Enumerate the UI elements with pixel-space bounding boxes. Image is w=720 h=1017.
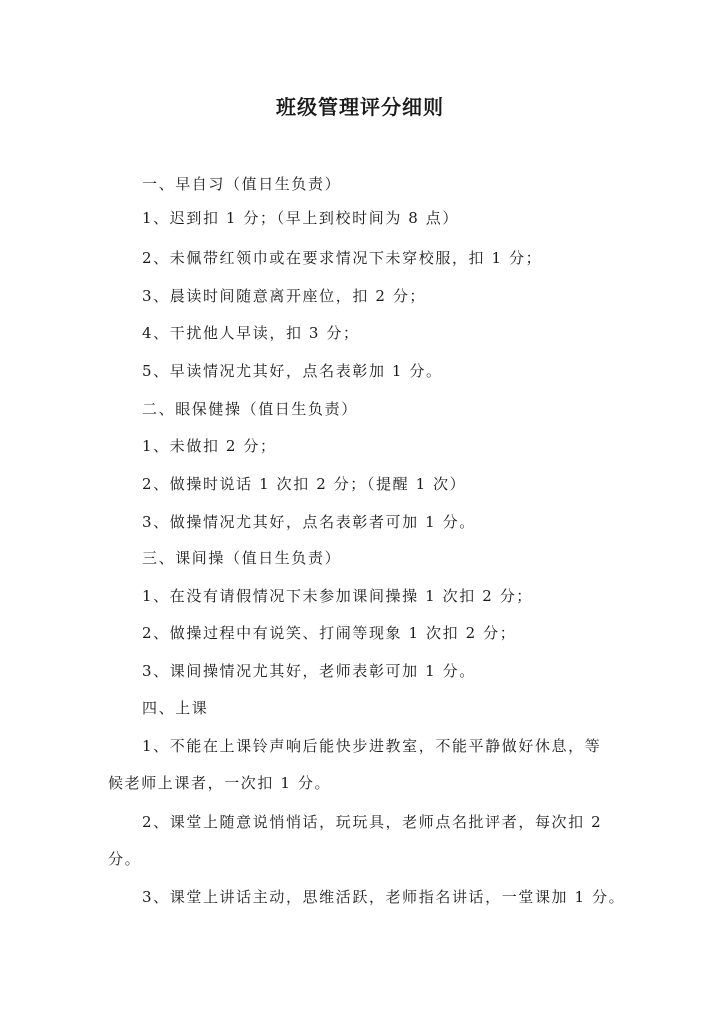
rule-item-continuation: 候老师上课者，一次扣 1 分。 [108, 774, 332, 792]
rule-item: 3、课间操情况尤其好，老师表彰可加 1 分。 [142, 662, 476, 680]
rule-item: 3、课堂上讲话主动，思维活跃，老师指名讲话，一堂课加 1 分。 [142, 888, 626, 906]
rule-item: 2、做操过程中有说笑、打闹等现象 1 次扣 2 分； [142, 624, 517, 642]
rule-item: 1、未做扣 2 分； [142, 437, 277, 455]
rule-item: 2、做操时说话 1 次扣 2 分；（提醒 1 次） [142, 475, 467, 493]
rule-item: 1、在没有请假情况下未参加课间操操 1 次扣 2 分； [142, 587, 533, 605]
rule-item: 2、未佩带红领巾或在要求情况下未穿校服，扣 1 分； [142, 249, 543, 267]
rule-item-continuation: 分。 [108, 850, 142, 868]
rule-item: 4、干扰他人早读，扣 3 分； [142, 324, 360, 342]
section-heading: 一、早自习（值日生负责） [142, 175, 342, 193]
rule-item: 5、早读情况尤其好，点名表彰加 1 分。 [142, 362, 443, 380]
rule-item: 1、迟到扣 1 分；（早上到校时间为 8 点） [142, 209, 460, 227]
section-heading: 三、课间操（值日生负责） [142, 549, 342, 567]
rule-item: 2、课堂上随意说悄悄话，玩玩具，老师点名批评者，每次扣 2 [142, 813, 603, 831]
rule-item: 3、晨读时间随意离开座位，扣 2 分； [142, 287, 427, 305]
rule-item: 1、不能在上课铃声响后能快步进教室，不能平静做好休息，等 [142, 737, 602, 755]
section-heading: 二、眼保健操（值日生负责） [142, 400, 358, 418]
document-title: 班级管理评分细则 [276, 95, 444, 119]
section-heading: 四、上课 [142, 699, 209, 717]
rule-item: 3、做操情况尤其好，点名表彰者可加 1 分。 [142, 513, 476, 531]
